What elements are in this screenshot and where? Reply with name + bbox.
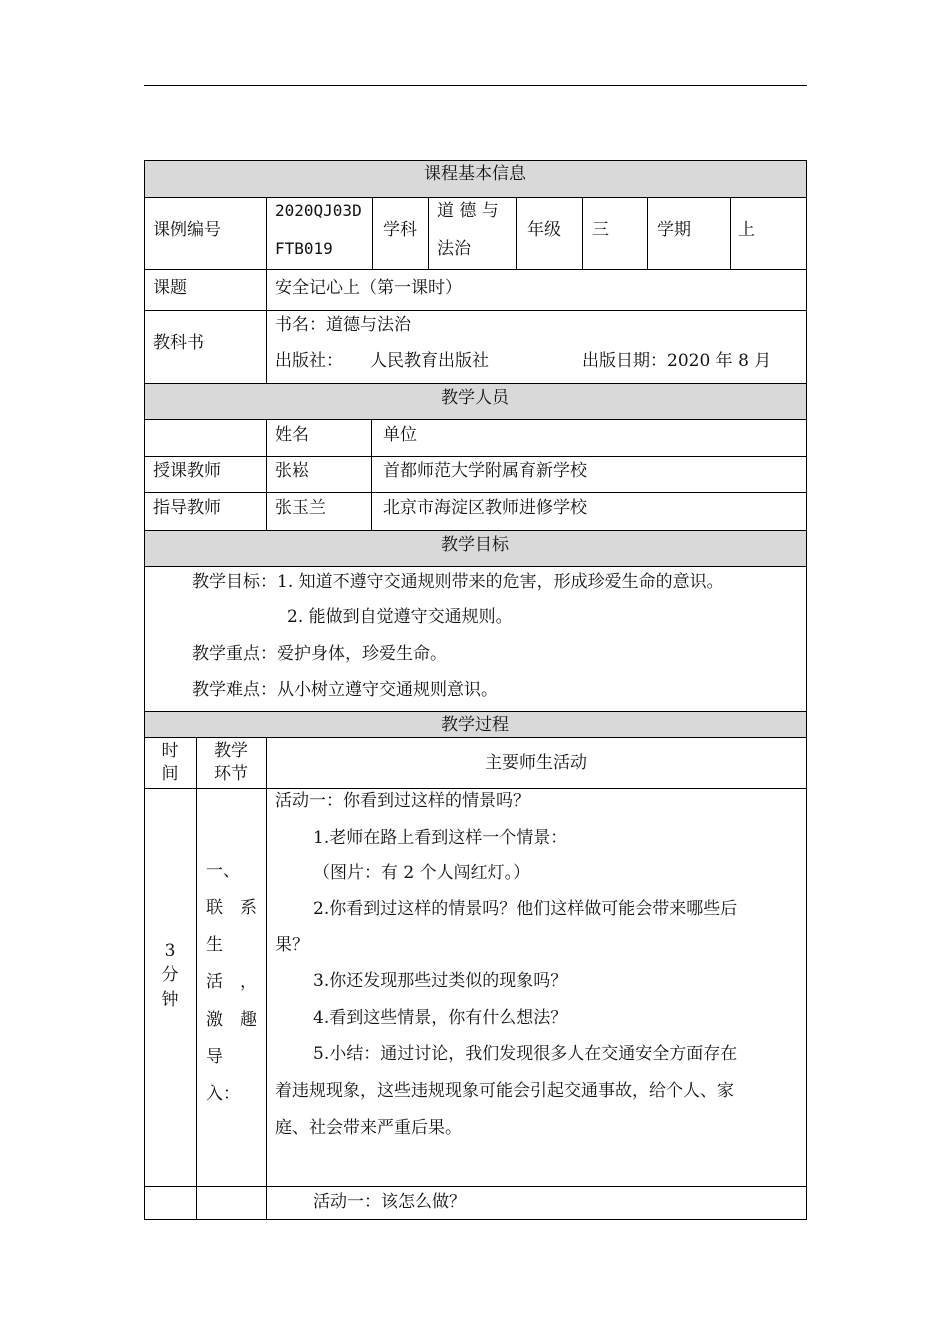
stage-text: 入： xyxy=(206,1084,240,1104)
stage-text: 生 xyxy=(206,935,223,955)
grid-line xyxy=(144,492,807,493)
subject-label: 学科 xyxy=(383,220,417,240)
time-value: 钟 xyxy=(161,990,179,1010)
case-no-value-line1: 2020QJ03D xyxy=(275,201,362,220)
staff-title: 教学人员 xyxy=(441,388,509,408)
goal-line: 2. 能做到自觉遵守交通规则。 xyxy=(287,607,513,627)
grid-line xyxy=(144,419,807,420)
next-activity-line: 活动一：该怎么做？ xyxy=(313,1192,466,1212)
grade-value: 三 xyxy=(592,220,609,240)
goal-line: 教学目标：1. 知道不遵守交通规则带来的危害，形成珍爱生命的意识。 xyxy=(192,572,724,592)
grid-line xyxy=(144,530,807,531)
topic-label: 课题 xyxy=(153,278,187,298)
basic-info-title: 课程基本信息 xyxy=(424,164,526,184)
staff-col-name: 姓名 xyxy=(275,425,309,445)
grid-line xyxy=(144,456,807,457)
textbook-label: 教科书 xyxy=(153,333,204,353)
col-activity-label: 主要师生活动 xyxy=(485,753,587,773)
case-no-label: 课例编号 xyxy=(153,220,221,240)
activity-line: 果？ xyxy=(275,935,309,955)
grid-line xyxy=(428,197,429,269)
page-header-rule xyxy=(144,85,807,86)
grid-line xyxy=(144,1186,807,1187)
grid-line xyxy=(266,197,267,383)
col-time-label: 间 xyxy=(161,764,179,784)
col-stage-label: 教学 xyxy=(214,741,248,761)
book-name: 书名：道德与法治 xyxy=(275,315,411,335)
publisher-label: 出版社： xyxy=(275,351,343,371)
activity-line: 4.看到这些情景，你有什么想法？ xyxy=(313,1008,568,1028)
activity-line: 5.小结：通过讨论，我们发现很多人在交通安全方面存在 xyxy=(313,1044,738,1064)
activity-line: （图片：有 2 个人闯红灯。） xyxy=(313,863,531,883)
subject-value-line2: 法治 xyxy=(437,239,471,259)
key-point: 教学重点：爱护身体，珍爱生命。 xyxy=(192,644,447,664)
grid-line xyxy=(144,269,807,270)
grid-line xyxy=(144,788,807,789)
staff-role: 指导教师 xyxy=(153,498,221,518)
goals-title: 教学目标 xyxy=(441,535,509,555)
grid-line xyxy=(144,737,807,738)
grid-line xyxy=(806,160,807,1220)
grid-line xyxy=(144,310,807,311)
staff-unit: 首都师范大学附属育新学校 xyxy=(383,461,587,481)
publish-date: 出版日期：2020 年 8 月 xyxy=(582,351,772,371)
activity-line: 活动一：你看到过这样的情景吗？ xyxy=(275,791,530,811)
grid-line xyxy=(266,737,267,1220)
term-value: 上 xyxy=(738,220,755,240)
stage-text: 激 趣 xyxy=(206,1010,257,1030)
grid-line xyxy=(372,197,373,269)
grid-line xyxy=(582,197,583,269)
staff-col-unit: 单位 xyxy=(383,425,417,445)
stage-text: 一、 xyxy=(206,861,240,881)
activity-line: 3.你还发现那些过类似的现象吗？ xyxy=(313,971,568,991)
grid-line xyxy=(516,197,517,269)
activity-line: 庭、社会带来严重后果。 xyxy=(275,1118,462,1138)
grid-line xyxy=(144,160,807,161)
grid-line xyxy=(371,419,372,530)
staff-unit: 北京市海淀区教师进修学校 xyxy=(383,498,587,518)
grid-line xyxy=(144,197,807,198)
grid-line xyxy=(730,197,731,269)
stage-text: 活 ， xyxy=(206,972,257,992)
grid-line xyxy=(647,197,648,269)
staff-name: 张玉兰 xyxy=(275,498,326,518)
topic-value: 安全记心上（第一课时） xyxy=(275,278,462,298)
staff-role: 授课教师 xyxy=(153,461,221,481)
time-value: 分 xyxy=(161,965,179,985)
grid-line xyxy=(266,419,267,530)
col-stage-label: 环节 xyxy=(214,764,248,784)
activity-line: 2.你看到过这样的情景吗？他们这样做可能会带来哪些后 xyxy=(313,899,738,919)
difficult-point: 教学难点：从小树立遵守交通规则意识。 xyxy=(192,680,498,700)
grid-line xyxy=(144,1219,807,1220)
time-value: 3 xyxy=(164,941,176,961)
activity-line: 着违规现象，这些违规现象可能会引起交通事故，给个人、家 xyxy=(275,1081,734,1101)
activity-line: 1.老师在路上看到这样一个情景： xyxy=(313,828,568,848)
grid-line xyxy=(144,383,807,384)
stage-text: 导 xyxy=(206,1047,223,1067)
grade-label: 年级 xyxy=(527,220,561,240)
grid-line xyxy=(196,737,197,1220)
case-no-value-line2: FTB019 xyxy=(275,239,333,258)
term-label: 学期 xyxy=(657,220,691,240)
stage-text: 联 系 xyxy=(206,898,257,918)
grid-line xyxy=(144,160,145,1220)
staff-name: 张崧 xyxy=(275,461,309,481)
col-time-label: 时 xyxy=(161,741,179,761)
grid-line xyxy=(144,711,807,712)
subject-value-line1: 道 德 与 xyxy=(437,201,499,221)
process-title: 教学过程 xyxy=(441,715,509,735)
grid-line xyxy=(144,566,807,567)
publisher-value: 人民教育出版社 xyxy=(370,351,489,371)
